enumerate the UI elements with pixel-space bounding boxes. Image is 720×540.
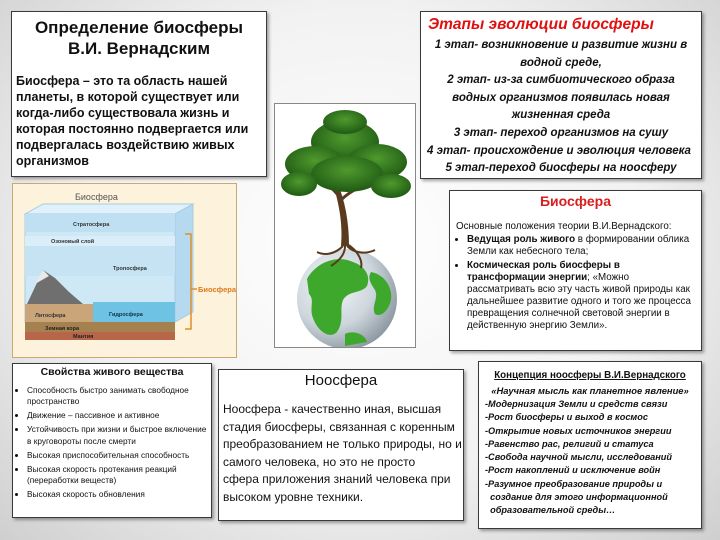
theory-title: Биосфера [539,193,611,209]
list-item: -Рост накоплений и исключение войн [485,465,661,476]
layer-label: Озоновый слой [51,239,95,245]
list-item: • Высокая приспособительная способность [27,450,209,461]
list-item: -Разумное преобразование природы и [485,478,663,489]
list-item: • Космическая роль биосферы в трансформации энергии; «Можно рассматривать всю эту часть живой природы как дальнейшее развитие одного и того же процесса превращения солнечной световой энергии в действенную энергию Земли». [467,260,697,332]
list-item: • Высокая скорость обновления [27,489,209,500]
stages-title: Этапы эволюции биосферы [428,16,654,33]
stage-line: водных организмов появилась новая [452,91,670,104]
list-item: • Способность быстро занимать свободное пространство [27,385,209,408]
layer-label: Мантия [73,334,94,340]
noosphere-panel [218,369,464,521]
stage-line: 2 этап- из-за симбиотического образа [447,74,675,87]
noosphere-text: Ноосфера - качественно иная, высшая стадия биосферы, связанная с коренным преобразованием не только природы, но и самого человека, но это не просто сфера приложения знаний человека при высоком уровне техники. [223,402,466,504]
diagram-title: Биосфера [75,192,118,202]
list-item: создание для этого информационной [485,492,668,503]
foliage-shape [281,110,411,198]
properties-panel [12,363,212,518]
properties-title: Свойства живого вещества [40,366,184,378]
stage-line: 5 этап-переход биосферы на ноосферу [445,162,677,175]
list-item: -Рост биосферы и выход в космос [485,412,648,423]
layer-label: Тропосфера [113,266,147,272]
layer-label: Гидросфера [109,312,143,318]
list-item: -Модернизация Земли и средств связи [485,399,668,409]
stage-line: 3 этап- переход организмов на сушу [453,126,669,139]
concept-title: Концепция ноосферы В.И.Вернадского [494,370,686,381]
layer-label: Стратосфера [73,222,110,228]
tree-on-globe-illustration [275,104,416,348]
definition-panel [11,11,267,177]
list-item: • Ведущая роль живого в формировании облика Земли как небесного тела; [467,234,697,258]
biosphere-layers-diagram [12,183,237,358]
list-item: -Открытие новых источников энергии [485,425,672,436]
stage-line: 4 этап- происхождение и эволюция человека [427,144,691,157]
evolution-stages-panel [420,11,702,179]
concept-panel [478,361,702,529]
tree-globe-image [274,103,416,348]
definition-text: Биосфера – это та область нашей планеты, в которой существует или когда-либо существовала жизнь и которая постоянно подвергается или подвергалась воздействию живых организмов [16,74,249,168]
list-item: • Движение – пассивное и активное [27,410,209,421]
list-item: -Равенство рас, религий и статуса [485,438,654,449]
theory-panel [449,190,702,351]
definition-title: Определение биосферы В.И. Вернадским [34,18,244,58]
concept-subtitle: «Научная мысль как планетное явление» [491,385,689,396]
stage-line: водной среде, [520,56,602,69]
stage-line: жизненная среда [511,109,611,122]
list-item: • Устойчивость при жизни и быстрое включение в круговороты после смерти [27,424,209,447]
list-item: образовательной среды… [485,505,616,516]
layers-illustration [13,184,237,358]
list-item: • Высокая скорость протекания реакций (переработки веществ) [27,464,209,487]
stage-line: 1 этап- возникновение и развитие жизни в [434,39,688,51]
layer-label: Литосфера [35,313,66,319]
noosphere-title: Ноосфера [304,372,378,389]
list-item: -Свобода научной мысли, исследований [485,452,673,463]
bracket-label: Биосфера [198,285,237,294]
theory-intro: Основные положения теории В.И.Вернадского: [456,221,672,232]
layer-label: Земная кора [45,326,80,332]
